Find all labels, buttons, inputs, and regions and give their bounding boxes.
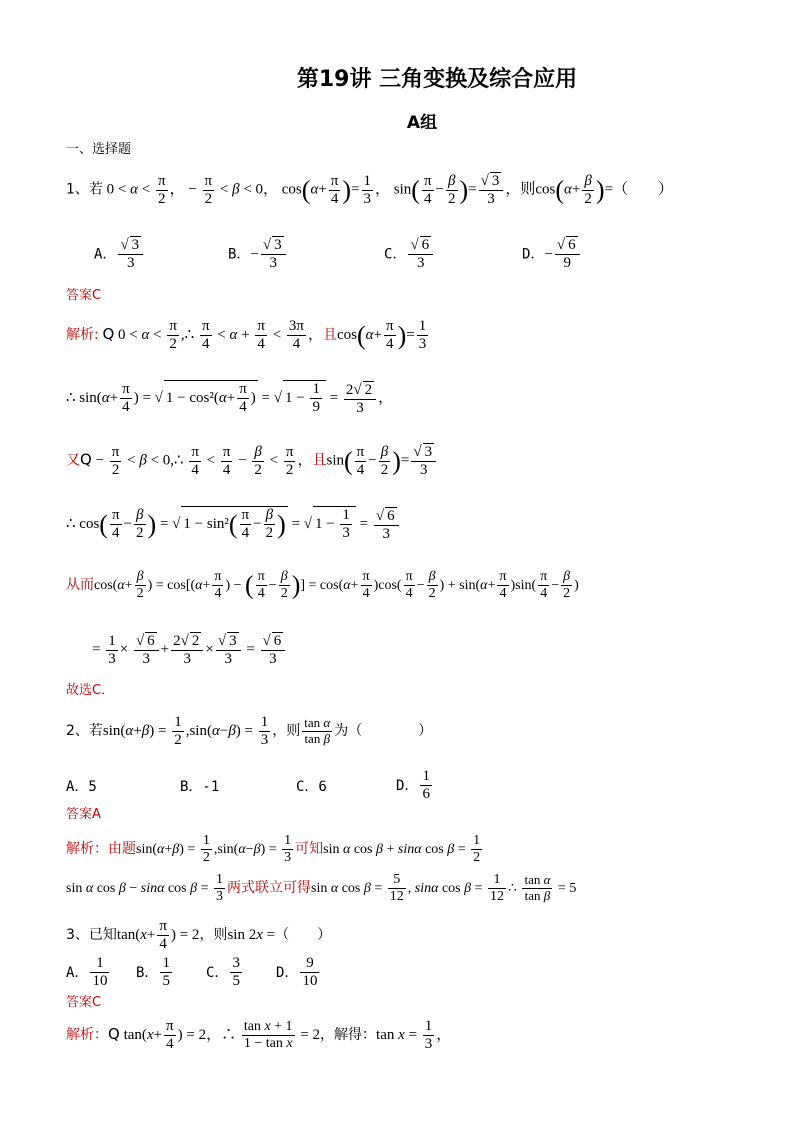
q1-solution-line-5: 从而cos(α+ $\frac{\beta}{2}$ ) = cos[(α+ $\frac{\pi}{4}$ ) − ( $\frac{\pi}{4}$ − $\frac{\beta}{2}$ )] = cos(α+ $\frac{\pi}{4}$ )cos( $\frac{\pi}{4}$ − $\frac{\beta}{2}$ ) + sin(α+ $\frac{\pi}{4}$ )sin( $\frac{\pi}{4}$ − $\frac{\beta}{2}$ ) [66,569,579,602]
group-heading: A组 [406,113,438,133]
q3-option-d[interactable]: D． $\frac{9}{10}$ [276,955,318,990]
q1-solution-line-6: = $\frac{1}{3}$ × $\frac{√ 6}{3}$ + $\frac{2√ 2}{3}$ × $\frac{√ 3}{3}$ = $\frac{√ 6}{3}$ [92,632,287,669]
q2-option-b[interactable]: B．-1 [180,779,220,795]
question-1: 1、若 0 < α < $\frac{\pi}{2}$ ， − $\frac{\pi}{2}$ < β < 0， cos(α+ $\frac{\pi}{4}$ )= $\frac{1}{3}$ ， sin( $\frac{\pi}{4}$ − $\frac{\beta}{2}$ )= $\frac{√ 3}{3}$ ，则cos(α+ $\frac{\beta}{2}$ )=（ ） [66,172,674,208]
q2-option-c[interactable]: C．6 [296,779,327,795]
q3-option-c[interactable]: C． $\frac{3}{5}$ [206,955,240,990]
q1-solution-line-3: 又Q − $\frac{\pi}{2}$ < β < 0,∴ $\frac{\pi}{4}$ < $\frac{\pi}{4}$ − $\frac{\beta}{2}$ < $\frac{\pi}{2}$ ，且sin( $\frac{\pi}{4}$ − $\frac{\beta}{2}$ )= $\frac{√ 3}{3}$ [66,443,438,480]
q2-solution-line-2: sin α cos β − sinα cos β = $\frac{1}{3}$ 两式联立可得sin α cos β = $\frac{5}{12}$ , sinα cos β = $\frac{1}{12}$ ∴ $\frac{\text{tan α}}{\text{tan β}}$ = 5 [66,872,577,905]
section-heading: 一、选择题 [66,142,132,157]
question-3: 3、已知tan(x+ $\frac{\pi}{4}$ ) = 2，则sin 2x =（ ） [66,918,332,953]
q3-option-b[interactable]: B． $\frac{1}{5}$ [136,955,170,990]
q1-option-d[interactable]: D．− $\frac{√ 6}{9}$ [522,236,582,273]
q1-answer: 答案C [66,288,102,303]
q1-conclusion: 故选C． [66,683,115,698]
q3-option-a[interactable]: A． $\frac{1}{10}$ [66,955,108,990]
q2-option-a[interactable]: A．5 [66,779,97,795]
q3-answer: 答案C [66,995,102,1010]
q1-solution-line-2: ∴ sin(α+ $\frac{\pi}{4}$ ) = √ 1 − cos²(α+ $\frac{\pi}{4}$ ) = √ 1 − $\frac{1}{9}$ = $\frac{2√ 2}{3}$ ， [66,381,394,416]
q1-solution-line-4: ∴ cos( $\frac{\pi}{4}$ − $\frac{\beta}{2}$ ) = √ 1 − sin²( $\frac{\pi}{4}$ − $\frac{\beta}{2}$ ) = √ 1 − $\frac{1}{3}$ = $\frac{√ 6}{3}$ [66,506,401,543]
q2-answer: 答案A [66,807,101,822]
q1-solution-line-1: 解析: Q 0 < α < $\frac{\pi}{2}$ ,∴ $\frac{\pi}{4}$ < α + $\frac{\pi}{4}$ < $\frac{3\pi}{4}$ ，且cos(α+ $\frac{\pi}{4}$ )= $\frac{1}{3}$ [66,318,427,353]
q2-option-d[interactable]: D． $\frac{1}{6}$ [396,768,430,803]
q3-solution-line-1: 解析：Q tan(x+ $\frac{\pi}{4}$ ) = 2，∴ $\frac{\text{tan x + 1}}{\text{1 − tan x}}$ = 2，解得：tan x = $\frac{1}{3}$ ， [66,1018,452,1053]
q1-option-b[interactable]: B．− $\frac{√ 3}{3}$ [228,236,288,273]
page-title: 第19讲 三角变换及综合应用 [296,67,578,92]
q2-solution-line-1: 解析：由题sin(α+β) = $\frac{1}{2}$ ,sin(α−β) = $\frac{1}{3}$ 可知sin α cos β + sinα cos β = $\frac{1}{2}$ [66,833,481,866]
q1-option-c[interactable]: C． $\frac{√ 6}{3}$ [384,236,435,273]
q1-option-a[interactable]: A． $\frac{√ 3}{3}$ [94,236,145,273]
question-2: 2、若sin(α+β) = $\frac{1}{2}$ ,sin(α−β) = $\frac{1}{3}$ ，则 $\frac{\text{tan α}}{\text{tan β}}$ 为（ ） [66,714,433,749]
